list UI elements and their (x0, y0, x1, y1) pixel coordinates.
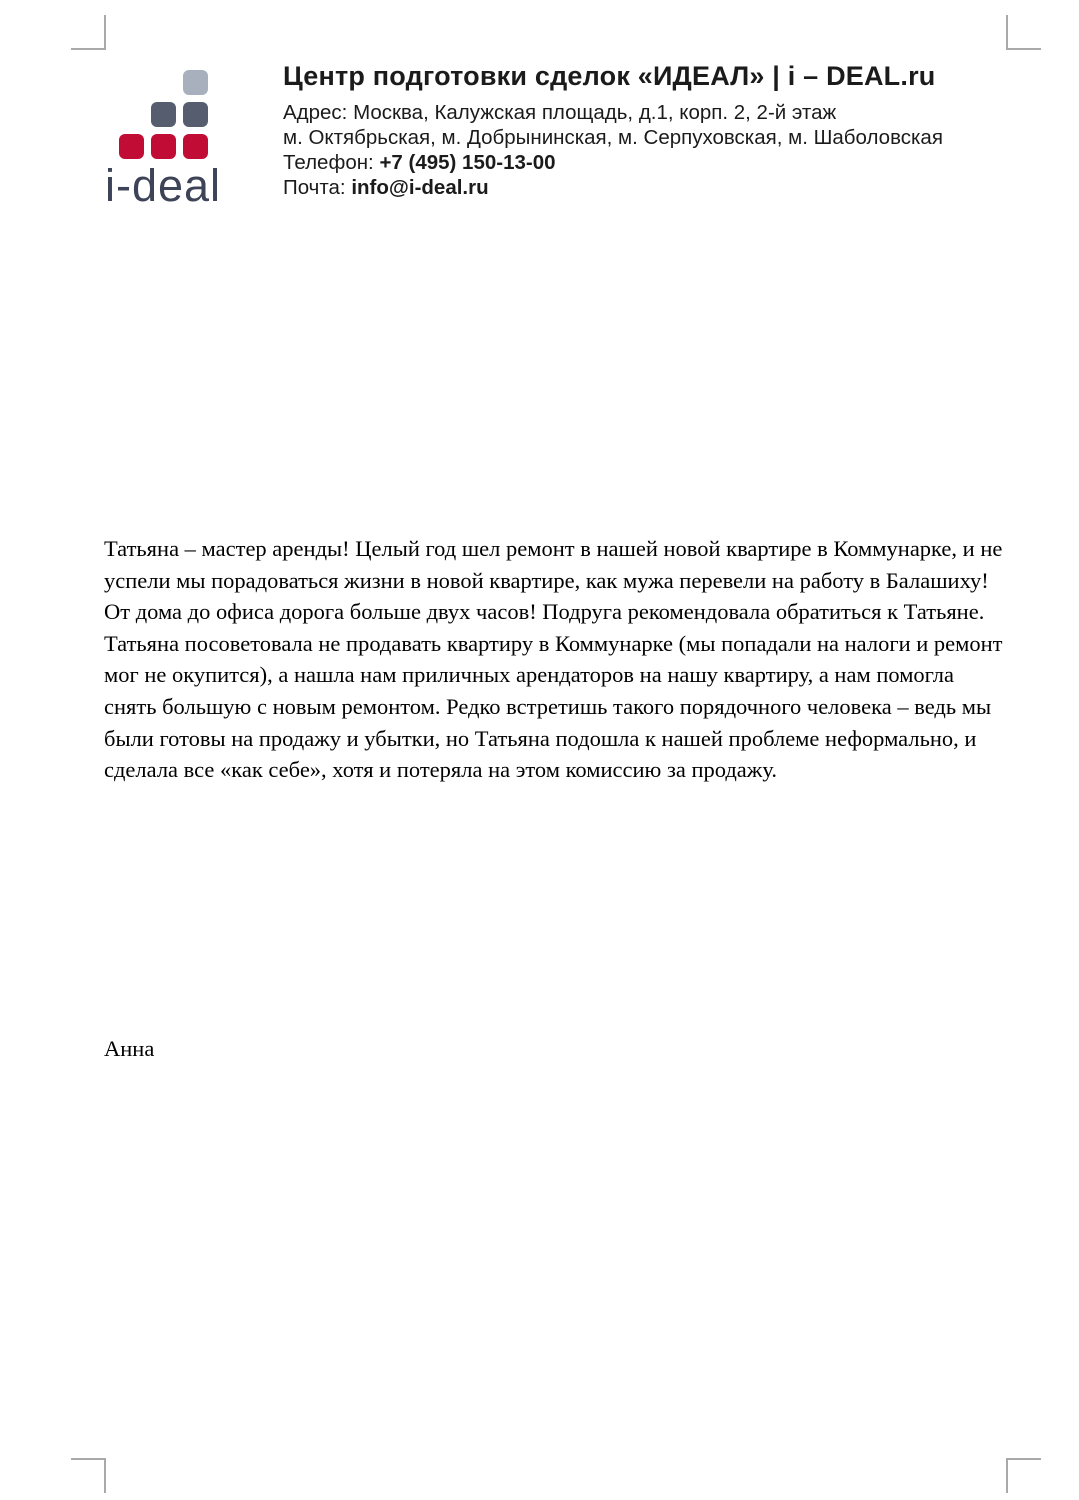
logo-square-gray (183, 70, 208, 95)
email-value: info@i-deal.ru (351, 176, 489, 199)
logo-square-red (183, 134, 208, 159)
logo-square-red (119, 134, 144, 159)
logo-square-slate (151, 102, 176, 127)
logo-square-red (151, 134, 176, 159)
testimonial-paragraph: Татьяна – мастер аренды! Целый год шел ремонт в нашей новой квартире в Коммунарке, и не успели мы порадоваться жизни в новой квартире, как мужа перевели на работу в Балашиху! От дома до офиса дорога больше двух часов! Подруга рекомендовала обратиться к Татьяне. Татьяна посоветовала не продавать квартиру в Коммунарке (мы попадали на налоги и ремонт мог не окупится), а нашла нам приличных арендаторов на нашу квартиру, а нам помогла снять большую с новым ремонтом. Редко встретишь такого порядочного человека – ведь мы были готовы на продажу и убытки, но Татьяна подошла к нашей проблеме неформально, и сделала все «как себе», хотя и потеряла на этом комиссию за продажу. (104, 536, 1003, 783)
logo-squares-icon (119, 70, 208, 159)
logo-square-slate (183, 102, 208, 127)
crop-mark-bottom-left-icon (71, 1458, 106, 1493)
phone-value: +7 (495) 150-13-00 (379, 151, 556, 174)
email-label: Почта: (283, 176, 352, 199)
company-title: Центр подготовки сделок «ИДЕАЛ» | i – DEAL.ru (283, 61, 936, 91)
signature-name: Анна (104, 1036, 155, 1061)
phone-line (283, 150, 1023, 175)
logo-wordmark: i-deal (104, 160, 222, 211)
metro-line: м. Октябрьская, м. Добрынинская, м. Серпуховская, м. Шаболовская (283, 126, 943, 149)
letterhead (283, 61, 1023, 200)
company-logo (97, 70, 229, 211)
phone-label: Телефон: (283, 151, 380, 174)
crop-mark-top-left-icon (71, 15, 106, 50)
address-line: Адрес: Москва, Калужская площадь, д.1, корп. 2, 2-й этаж (283, 101, 837, 124)
email-line (283, 175, 1023, 200)
crop-mark-bottom-right-icon (1006, 1458, 1041, 1493)
crop-mark-top-right-icon (1006, 15, 1041, 50)
